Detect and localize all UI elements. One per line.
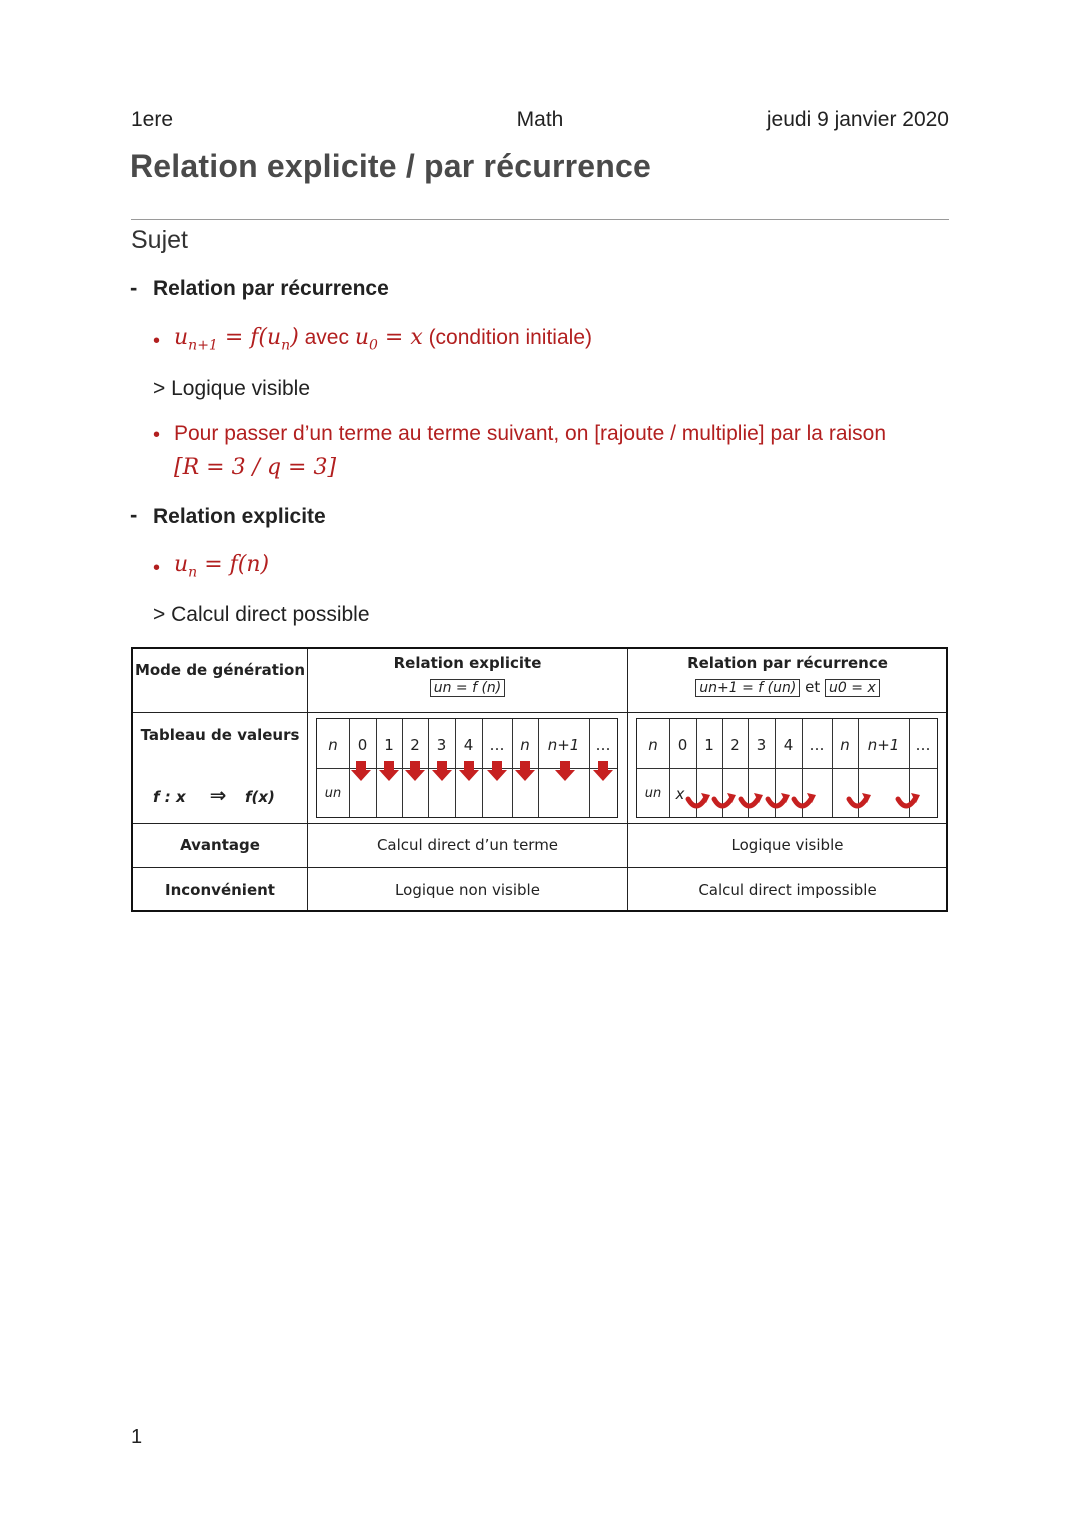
inconv-expl: Logique non visible <box>395 881 540 899</box>
fx-left: f : x <box>153 788 186 806</box>
col-expl-title: Relation explicite <box>393 654 542 672</box>
page-title: Relation explicite / par récurrence <box>130 148 651 184</box>
header-level: 1ere <box>131 108 174 131</box>
bullet-dot: • <box>153 424 161 446</box>
header-subject: Math <box>516 108 564 131</box>
col-rec-title: Relation par récurrence <box>687 654 888 672</box>
fx-arrow-icon: ⇒ <box>209 783 227 807</box>
bullet-dot: • <box>153 330 161 352</box>
comparison-table <box>131 647 948 912</box>
header-date: jeudi 9 janvier 2020 <box>766 108 949 131</box>
explicit-formula-line: $u_n = f(n)$ <box>174 552 270 581</box>
passer-text: Pour passer d’un terme au terme suivant, on [rajoute / multiplie] par la raison <box>174 422 887 445</box>
bullet-dot: • <box>153 557 161 579</box>
logic-visible-note: > Logique visible <box>153 377 311 400</box>
col-rec-formula: un+1 = f (un) et u0 = x <box>628 678 947 696</box>
title-divider <box>131 219 949 220</box>
dash-marker: - <box>130 502 138 527</box>
calc-direct-note: > Calcul direct possible <box>153 603 370 626</box>
mini-table-explicit: n 0 1 2 3 4 … n n+1 … un <box>316 718 618 818</box>
mini-table-recurrence: n 0 1 2 3 4 … n n+1 … un x <box>636 718 938 818</box>
page-number: 1 <box>131 1426 143 1448</box>
recurrence-formula-line: $u_{n+1} = f(u_n)$ avec $u_0 = x$ (condition initiale) <box>174 325 592 354</box>
inconv-rec: Calcul direct impossible <box>698 881 877 899</box>
heading-explicite: Relation explicite <box>153 505 326 528</box>
col-expl-formula: un = f (n) <box>308 678 627 696</box>
raison-formula: [R = 3 / q = 3] <box>174 455 337 480</box>
formula-un1: $u_{n+1} = f(u_n)$ <box>174 325 299 354</box>
mode-label: Mode de génération <box>134 661 306 679</box>
formula-u0: $u_0 = x$ <box>354 325 423 354</box>
tableau-label: Tableau de valeurs <box>140 726 300 744</box>
section-sujet: Sujet <box>131 226 188 254</box>
down-arrow-icons <box>317 719 619 819</box>
heading-recurrence: Relation par récurrence <box>153 277 389 300</box>
avantage-label: Avantage <box>180 836 260 854</box>
avantage-rec: Logique visible <box>731 836 844 854</box>
fx-right: f(x) <box>245 788 275 806</box>
inconv-label: Inconvénient <box>165 881 275 899</box>
avantage-expl: Calcul direct d’un terme <box>376 836 559 854</box>
dash-marker: - <box>130 275 138 300</box>
curved-arrow-icons <box>637 719 939 819</box>
